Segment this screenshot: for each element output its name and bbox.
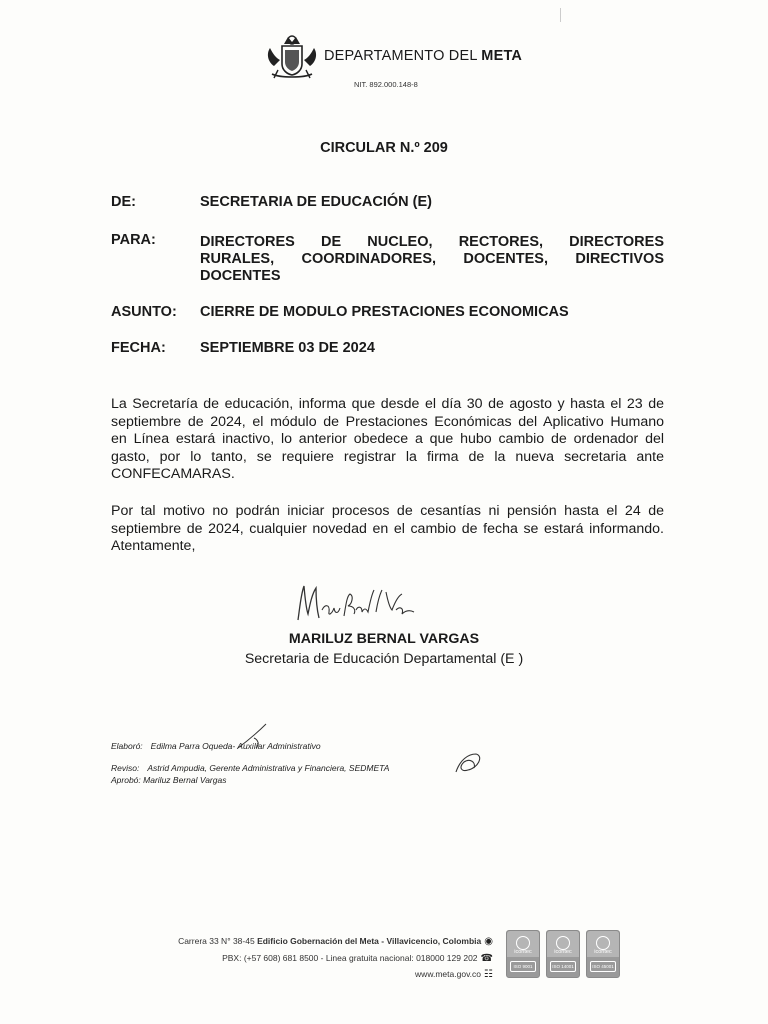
body-line: La Secretaría de educación, informa que desde el día 30 de agosto y hasta el 23 de	[111, 396, 664, 412]
nit-number: NIT. 892.000.148-8	[354, 80, 418, 89]
para-line: RURALES, COORDINADORES, DOCENTES, DIRECTIVOS	[200, 251, 664, 267]
body-line: Por tal motivo no podrán iniciar procesos de cesantías ni pensión hasta el 24 de	[111, 503, 664, 519]
elaboro-line	[111, 741, 321, 751]
icontec-logo-icon	[516, 936, 530, 950]
icontec-logo-icon	[556, 936, 570, 950]
closing: Atentamente,	[111, 538, 196, 554]
footer-phone: PBX: (+57 608) 681 8500 - Linea gratuita nacional: 018000 129 202 ☎	[222, 953, 493, 965]
body-line: septiembre de 2024, cualquier novedad en el cambio de fecha se estará informando.	[111, 520, 664, 537]
para-value	[200, 234, 664, 285]
body-paragraph-1	[111, 396, 664, 484]
aprobo-label: Aprobó:	[111, 775, 141, 785]
circular-title: CIRCULAR N.º 209	[320, 140, 448, 156]
aprobo-line	[111, 775, 226, 785]
location-pin-icon: ◉	[484, 936, 493, 948]
reviso-line	[111, 763, 389, 773]
body-line: en Línea estará inactivo, lo anterior obedece a que hubo cambio de ordenador del	[111, 431, 664, 447]
scan-mark	[560, 8, 561, 22]
initials-mark	[236, 722, 272, 752]
website-link[interactable]: www.meta.gov.co	[415, 969, 482, 979]
elaboro-value: Edilma Parra Oqueda- Auxiliar Administrativo	[150, 741, 321, 751]
body-line: CONFECAMARAS.	[111, 466, 235, 482]
asunto-value: CIERRE DE MODULO PRESTACIONES ECONOMICAS	[200, 304, 569, 320]
coat-of-arms-icon	[264, 32, 320, 80]
body-line: septiembre de 2024, el módulo de Prestaciones Económicas del Aplicativo Humano	[111, 413, 664, 430]
signer-title: Secretaria de Educación Departamental (E )	[244, 651, 524, 667]
footer-address: Carrera 33 N° 38-45 Edificio Gobernación del Meta - Villavicencio, Colombia ◉	[178, 936, 493, 948]
fecha-value: SEPTIEMBRE 03 DE 2024	[200, 340, 375, 356]
initials-mark	[452, 748, 486, 778]
handwritten-signature	[292, 580, 422, 628]
para-line: DOCENTES	[200, 268, 281, 284]
de-value: SECRETARIA DE EDUCACIÓN (E)	[200, 194, 433, 210]
de-label: DE:	[111, 194, 136, 210]
icontec-logo-icon	[596, 936, 610, 950]
reviso-label: Reviso:	[111, 763, 140, 773]
phone-icon: ☎	[480, 953, 493, 965]
reviso-value: Astrid Ampudia, Gerente Administrativa y Financiera, SEDMETA	[147, 763, 390, 773]
body-line: gasto, por lo tanto, se requiere registrar la firma de la nueva secretaria ante	[111, 448, 664, 465]
web-icon: ☷	[484, 969, 493, 981]
body-paragraph-2	[111, 503, 664, 556]
certification-badge: icontec ISO 9001	[506, 930, 540, 978]
certification-badge: icontec ISO 14001	[546, 930, 580, 978]
fecha-label: FECHA:	[111, 340, 166, 356]
footer-web	[415, 969, 493, 980]
department-name: DEPARTAMENTO DEL META	[324, 48, 523, 64]
signer-name: MARILUZ BERNAL VARGAS	[288, 631, 480, 647]
aprobo-value: Mariluz Bernal Vargas	[143, 775, 227, 785]
certification-badge: icontec ISO 45001	[586, 930, 620, 978]
para-label: PARA:	[111, 232, 156, 248]
letterhead	[262, 28, 532, 98]
elaboro-label: Elaboró:	[111, 741, 143, 751]
asunto-label: ASUNTO:	[111, 304, 177, 320]
para-line: DIRECTORES DE NUCLEO, RECTORES, DIRECTORES	[200, 234, 664, 250]
